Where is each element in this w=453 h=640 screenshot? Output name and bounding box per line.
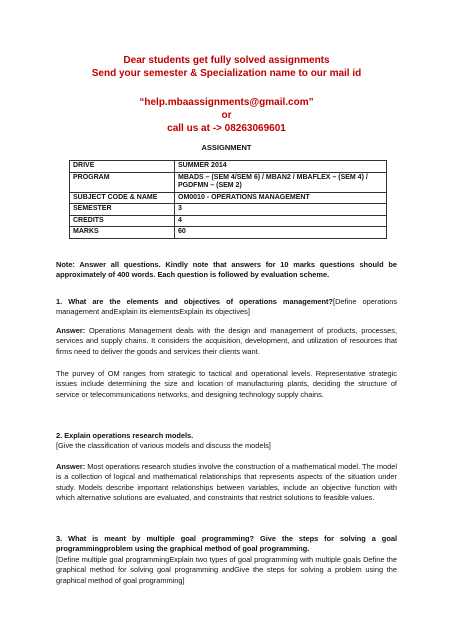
table-row (70, 204, 387, 216)
answer-1 (56, 326, 397, 357)
table-value: 3 (175, 204, 387, 216)
table-key: CREDITS (70, 215, 175, 227)
question-3-scheme: [Define multiple goal programmingExplain two types of goal programming with multiple goals Define the graphical method for solving goal programming andGive the steps for solving a problem using the graphical method of goal programming] (56, 554, 397, 585)
promo-line-1: Dear students get fully solved assignments (123, 55, 330, 66)
promo-line-2: Send your semester & Specialization name to our mail id (91, 68, 362, 79)
question-1-scheme: [Define operations management andExplain its elementsExplain its objectives] (56, 297, 398, 317)
table-value: OM0010 - OPERATIONS MANAGEMENT (175, 192, 387, 204)
question-2 (56, 431, 397, 452)
question-3 (56, 534, 397, 586)
assignment-heading: ASSIGNMENT (201, 143, 252, 152)
table-row (70, 172, 387, 192)
table-row (70, 161, 387, 173)
question-3-text: 3. What is meant by multiple goal programming? Give the steps for solving a goal programmingproblem using the graphical method of goal programming. (56, 534, 397, 554)
answer-1-label: Answer: (56, 326, 86, 335)
answer-1-text: Operations Management deals with the design and management of products, processes, services and supply chains. It considers the acquisition, development, and utilization of resources that firms need to deliver the goods and services their clients want. (56, 326, 397, 356)
answer-2 (56, 462, 397, 504)
answer-1-paragraph-2: The purvey of OM ranges from strategic to tactical and operational levels. Representative strategic issues include determining the size and location of manufacturing plants, deciding the structure of service or telecommunications networks, and designing technology supply chains. (56, 369, 397, 399)
table-value: SUMMER 2014 (175, 161, 387, 173)
table-row (70, 227, 387, 239)
table-value: 4 (175, 215, 387, 227)
table-row (70, 215, 387, 227)
table-value: MBADS – (SEM 4/SEM 6) / MBAN2 / MBAFLEX – (SEM 4) / PGDFMN – (SEM 2) (175, 172, 387, 192)
promo-phone: call us at -> 08263069601 (167, 123, 286, 134)
table-value: 60 (175, 227, 387, 239)
table-row (70, 192, 387, 204)
promo-or: or (221, 110, 232, 121)
table-key: MARKS (70, 227, 175, 239)
table-key: PROGRAM (70, 172, 175, 192)
answer-2-text: Most operations research studies involve the construction of a mathematical model. The model is a collection of logical and mathematical relationships that represents aspects of the situation under study. Models describe important relationships between variables, include an objective function with which alternative solutions are evaluated, and constraints that restrict solutions to feasible values. (56, 462, 397, 503)
assignment-info-table (69, 160, 387, 239)
table-key: SEMESTER (70, 204, 175, 216)
promo-email: “help.mbaassignments@gmail.com” (139, 97, 314, 108)
question-2-scheme: [Give the classification of various models and discuss the models] (56, 441, 271, 451)
question-2-text: 2. Explain operations research models. (56, 431, 194, 440)
question-1 (56, 297, 397, 318)
table-key: DRIVE (70, 161, 175, 173)
table-key: SUBJECT CODE & NAME (70, 192, 175, 204)
question-1-text: 1. What are the elements and objectives of operations management? (56, 297, 334, 306)
answer-2-label: Answer: (56, 462, 86, 471)
note-paragraph: Note: Answer all questions. Kindly note that answers for 10 marks questions should be approximately of 400 words. Each question is followed by evaluation scheme. (56, 260, 397, 280)
